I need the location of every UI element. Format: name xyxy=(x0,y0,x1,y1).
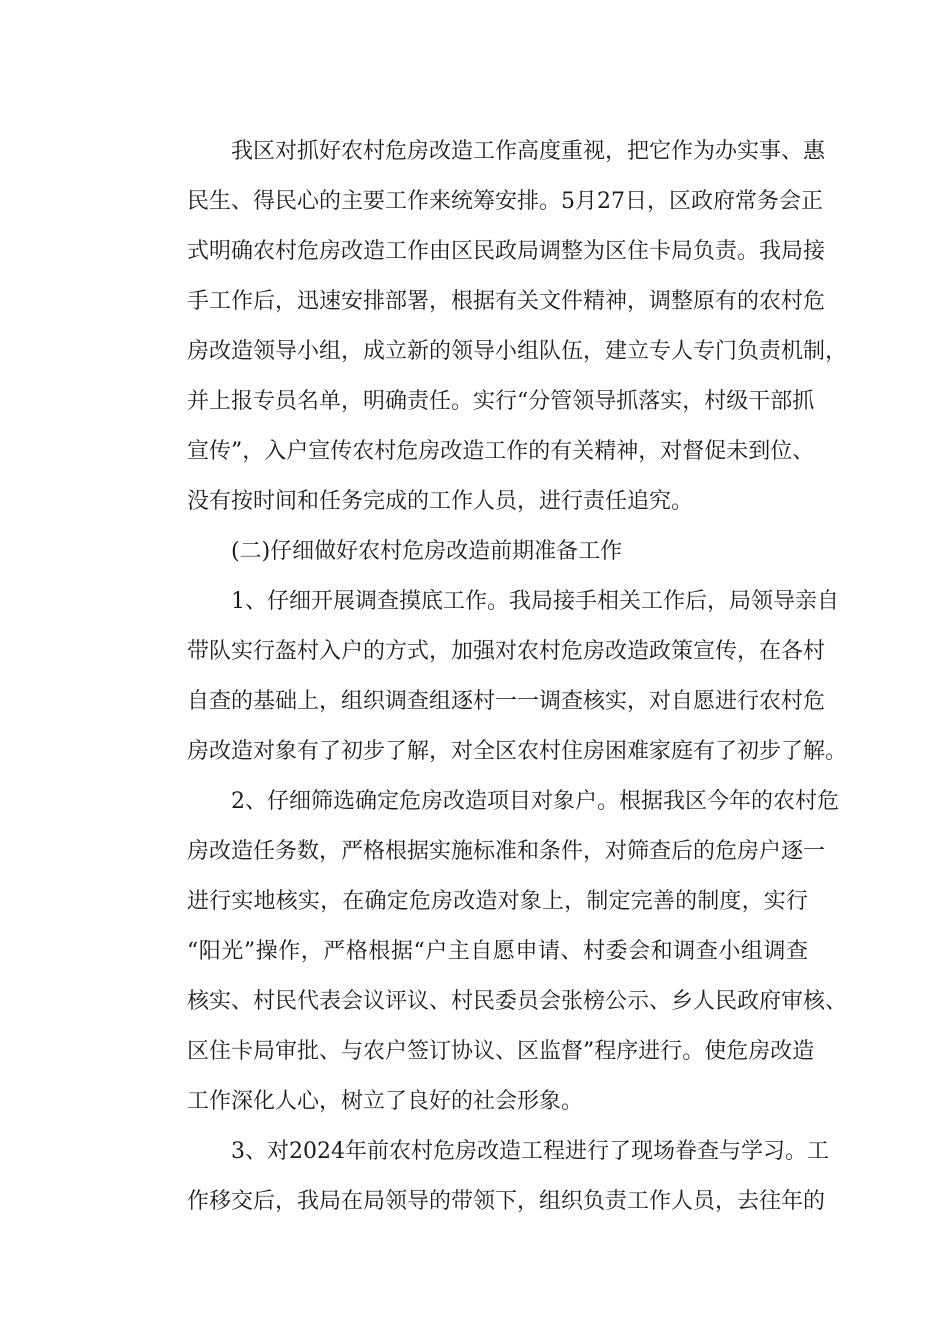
text-line: 自查的基础上，组织调查组逐村一一调查核实，对自愿进行农村危 xyxy=(187,689,826,714)
text-line: 房改造领导小组，成立新的领导小组队伍，建立专人专门负责机制， xyxy=(187,339,848,364)
text-line: 并上报专员名单，明确责任。实行“分管领导抓落实，村级干部抓 xyxy=(187,389,815,414)
text-line: 工作深化人心，树立了良好的社会形象。 xyxy=(187,1089,584,1114)
text-line: 3、对2024年前农村危房改造工程进行了现场眷查与学习。工 xyxy=(231,1139,829,1164)
paragraph-item-2 xyxy=(143,777,848,1127)
text-line: 进行实地核实，在确定危房改造对象上，制定完善的制度，实行 xyxy=(187,889,808,914)
heading-line: (二)仔细做好农村危房改造前期准备工作 xyxy=(231,539,623,564)
text-line: 宣传”，入户宣传农村危房改造工作的有关精神，对督促未到位、 xyxy=(187,439,815,464)
text-line: 核实、村民代表会议评议、村民委员会张榜公示、乡人民政府审核、 xyxy=(187,989,848,1014)
text-line: 1、仔细开展调查摸底工作。我局接手相关工作后，局领导亲自 xyxy=(231,589,839,614)
document-body xyxy=(143,127,848,1227)
paragraph-item-3 xyxy=(143,1127,829,1227)
text-line: 没有按时间和任务完成的工作人员，进行责任追究。 xyxy=(187,489,694,514)
text-line: 式明确农村危房改造工作由区民政局调整为区住卡局负责。我局接 xyxy=(187,239,826,264)
text-line: 区住卡局审批、与农户签订协议、区监督”程序进行。使危房改造 xyxy=(187,1039,815,1064)
paragraph-responsibility xyxy=(143,127,848,527)
text-line: “阳光”操作，严格根据“户主自愿申请、村委会和调查小组调查 xyxy=(187,939,808,964)
text-line: 带队实行盔村入户的方式，加强对农村危房改造政策宣传，在各村 xyxy=(187,639,826,664)
text-line: 我区对抓好农村危房改造工作高度重视，把它作为办实事、惠 xyxy=(231,139,826,164)
text-line: 房改造任务数，严格根据实施标准和条件，对筛查后的危房户逐一 xyxy=(187,839,826,864)
section-heading xyxy=(143,527,808,577)
text-line: 手工作后，迅速安排部署，根据有关文件精神，调整原有的农村危 xyxy=(187,289,826,314)
text-line: 民生、得民心的主要工作来统筹安排。5月27日，区政府常务会正 xyxy=(187,189,823,214)
text-line: 2、仔细筛选确定危房改造项目对象户。根据我区今年的农村危 xyxy=(231,789,839,814)
paragraph-item-1 xyxy=(143,577,848,777)
text-line: 作移交后，我局在局领导的带领下，组织负责工作人员，去往年的 xyxy=(187,1189,826,1214)
text-line: 房改造对象有了初步了解，对全区农村住房困难家庭有了初步了解。 xyxy=(187,739,848,764)
